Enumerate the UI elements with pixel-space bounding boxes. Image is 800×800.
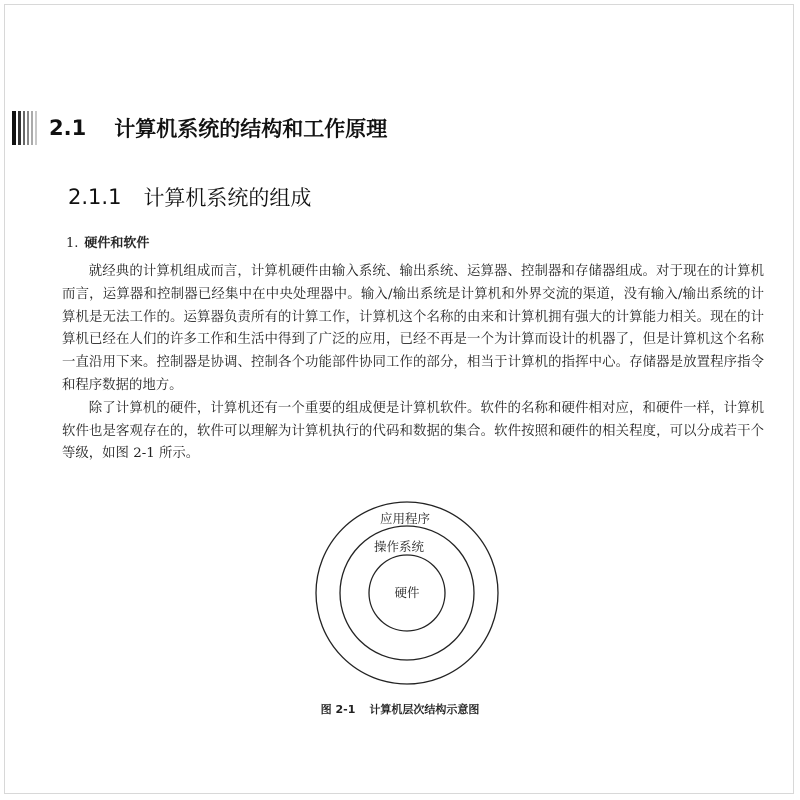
paragraph-software: 除了计算机的硬件，计算机还有一个重要的组成便是计算机软件。软件的名称和硬件相对应，和硬件一样，计算机软件也是客观存在的，软件可以理解为计算机执行的代码和数据的集合。软件按照和硬件的相关程度，可以分成若干个等级，如图 2-1 所示。 — [62, 400, 764, 462]
chapter-heading — [12, 108, 387, 148]
chapter-number: 2.1 — [49, 116, 87, 140]
paragraph-hardware: 就经典的计算机组成而言，计算机硬件由输入系统、输出系统、运算器、控制器和存储器组成。对于现在的计算机而言，运算器和控制器已经集中在中央处理器中。输入/输出系统是计算机和外界交流的渠道，没有输入/输出系统的计算机是无法工作的。运算器负责所有的计算工作，计算机这个名称的由来和计算机拥有强大的计算能力相关。现在的计算机已经在人们的许多工作和生活中得到了广泛的应用，已经不再是一个为计算而设计的机器了，但是计算机这个名称一直沿用下来。控制器是协调、控制各个功能部件协同工作的部分，相当于计算机的指挥中心。存储器是放置程序指令和程序数据的地方。 — [62, 264, 764, 393]
layer-diagram — [312, 497, 502, 689]
label-hardware: 硬件 — [394, 585, 420, 600]
body-text — [62, 261, 764, 466]
chapter-stripe-decoration — [12, 111, 37, 145]
section-title: 计算机系统的组成 — [143, 186, 312, 210]
section-heading — [68, 182, 311, 212]
figure-caption — [0, 701, 800, 717]
subsection-number: 1. — [66, 236, 79, 251]
section-number: 2.1.1 — [68, 185, 122, 209]
label-os: 操作系统 — [374, 539, 425, 554]
chapter-title: 计算机系统的结构和工作原理 — [114, 117, 388, 141]
subsection-heading — [66, 232, 149, 251]
label-application: 应用程序 — [380, 511, 431, 526]
figure-title: 计算机层次结构示意图 — [369, 703, 480, 716]
subsection-title: 硬件和软件 — [84, 236, 150, 251]
figure-number: 图 2-1 — [320, 703, 356, 716]
